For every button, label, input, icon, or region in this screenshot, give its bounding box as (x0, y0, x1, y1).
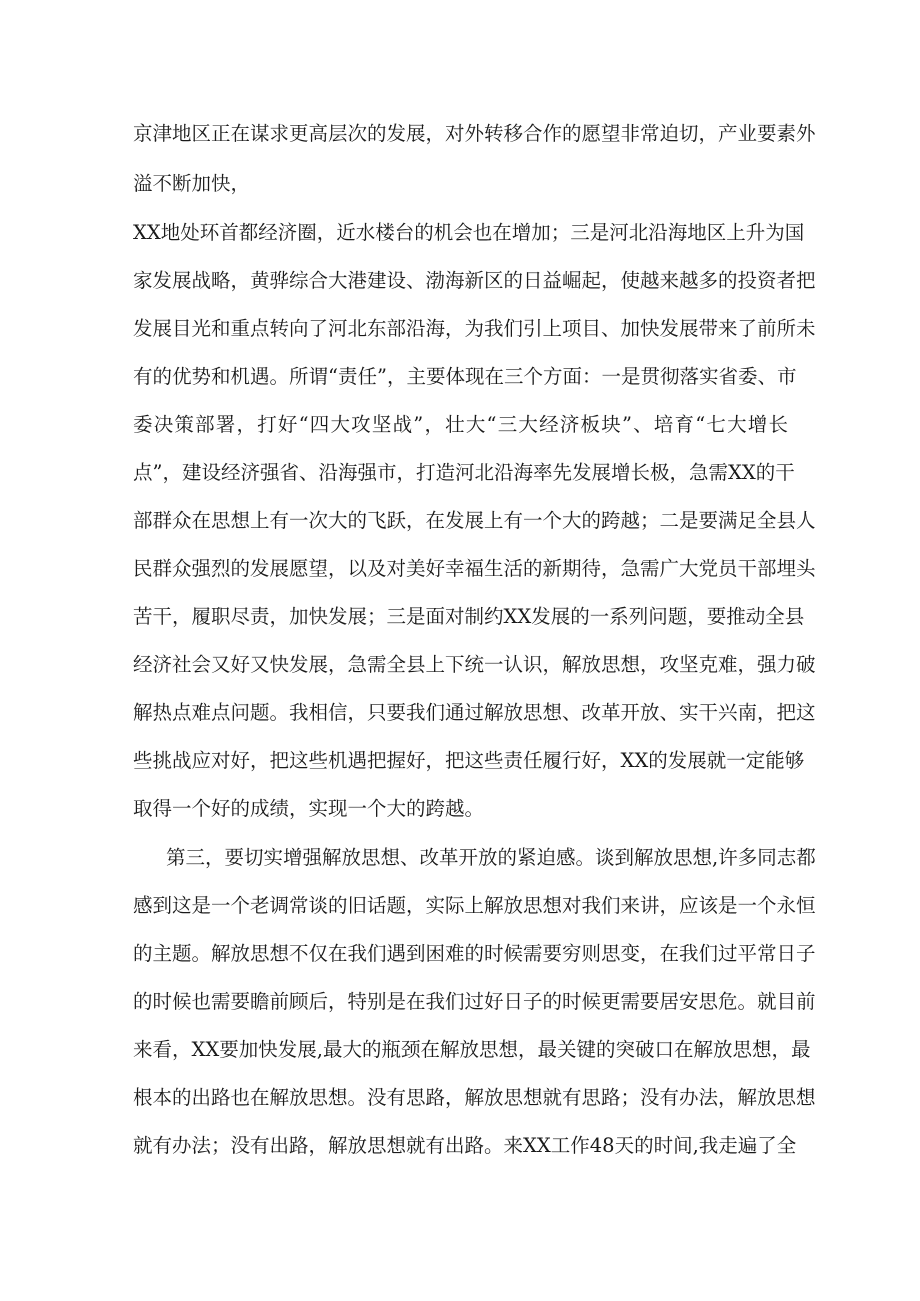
text-line: 取得一个好的成绩，实现一个大的跨越。 (133, 797, 485, 820)
text-line: 点”，建设经济强省、沿海强市，打造河北沿海率先发展增长极，急需XX的干 (133, 461, 795, 484)
text-line: 来看，XX要加快发展,最大的瓶颈在解放思想，最关键的突破口在解放思想，最 (133, 1038, 811, 1061)
text-line: 就有办法；没有出路，解放思想就有出路。来XX工作48天的时间,我走遍了全 (133, 1134, 797, 1157)
text-line: 些挑战应对好，把这些机遇把握好，把这些责任履行好，XX的发展就一定能够 (133, 749, 805, 772)
text-line: 委决策部署，打好“四大攻坚战”，壮大“三大经济板块”、培育“七大增长 (133, 413, 788, 436)
text-line: 苦干，履职尽责，加快发展；三是面对制约XX发展的一系列问题，要推动全县 (133, 605, 805, 628)
text-line: 民群众强烈的发展愿望，以及对美好幸福生活的新期待，急需广大党员干部埋头 (133, 557, 816, 580)
text-line: 经济社会又好又快发展，急需全县上下统一认识，解放思想，攻坚克难，强力破 (133, 653, 816, 676)
text-line: 溢不断加快， (133, 172, 251, 195)
text-line: XX地处环首都经济圈，近水楼台的机会也在增加；三是河北沿海地区上升为国 (133, 221, 805, 244)
text-line: 部群众在思想上有一次大的飞跃，在发展上有一个大的跨越；二是要满足全县人 (133, 509, 816, 532)
text-line: 的主题。解放思想不仅在我们遇到困难的时候需要穷则思变，在我们过平常日子 (133, 942, 816, 965)
text-line: 感到这是一个老调常谈的旧话题，实际上解放思想对我们来讲，应该是一个永恒 (133, 894, 816, 917)
text-line: 第三，要切实增强解放思想、改革开放的紧迫感。谈到解放思想,许多同志都 (166, 846, 816, 869)
text-line: 家发展战略，黄骅综合大港建设、渤海新区的日益崛起，使越来越多的投资者把 (133, 269, 816, 292)
text-line: 有的优势和机遇。所谓“责任”，主要体现在三个方面：一是贯彻落实省委、市 (133, 365, 797, 388)
text-line: 京津地区正在谋求更高层次的发展，对外转移合作的愿望非常迫切，产业要素外 (133, 122, 816, 145)
text-line: 的时候也需要瞻前顾后，特别是在我们过好日子的时候更需要居安思危。就目前 (133, 990, 816, 1013)
text-line: 发展目光和重点转向了河北东部沿海，为我们引上项目、加快发展带来了前所未 (133, 317, 816, 340)
text-line: 解热点难点问题。我相信，只要我们通过解放思想、改革开放、实干兴南，把这 (133, 701, 816, 724)
text-line: 根本的出路也在解放思想。没有思路，解放思想就有思路；没有办法，解放思想 (133, 1086, 816, 1109)
